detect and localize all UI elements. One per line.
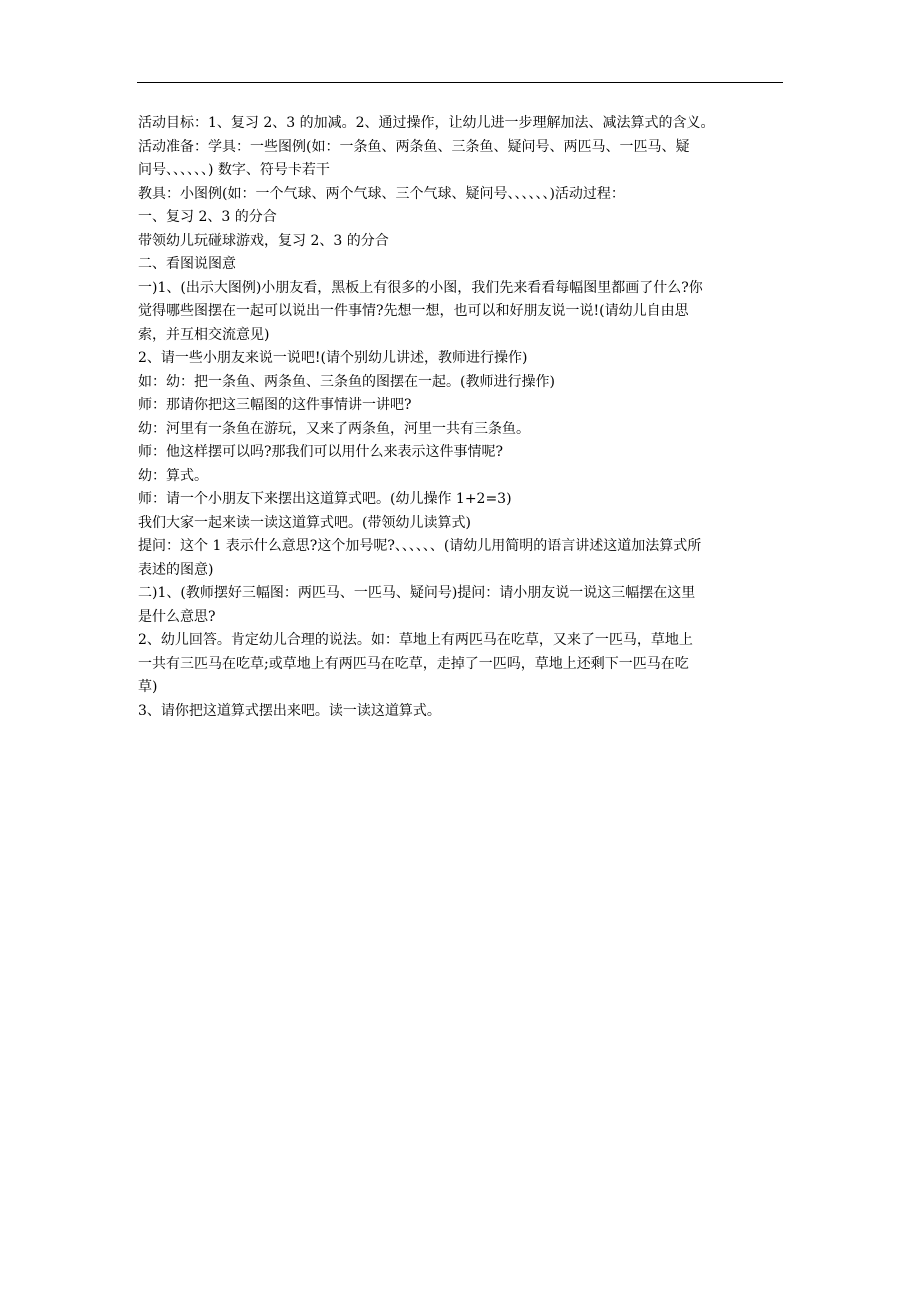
text-line: 活动目标：1、复习 2、3 的加减。2、通过操作，让幼儿进一步理解加法、减法算式的含义。: [138, 115, 715, 131]
section-heading: 二、看图说图意: [138, 256, 236, 272]
text-line: 2、请一些小朋友来说一说吧!(请个别幼儿讲述，教师进行操作): [138, 350, 528, 366]
text-line: 如：幼：把一条鱼、两条鱼、三条鱼的图摆在一起。(教师进行操作): [138, 373, 555, 390]
text-line: 带领幼儿玩碰球游戏，复习 2、3 的分合: [138, 232, 389, 249]
document-body: [138, 112, 790, 723]
text-line: 我们大家一起来读一读这道算式吧。(带领幼儿读算式): [138, 514, 471, 531]
text-line: 草): [138, 679, 158, 695]
text-line: 问号、、、、、、) 数字、符号卡若干: [138, 162, 330, 178]
text-line: 幼：算式。: [138, 467, 208, 484]
text-line: 师：那请你把这三幅图的这件事情讲一讲吧?: [138, 397, 412, 413]
text-line: 一共有三匹马在吃草;或草地上有两匹马在吃草，走掉了一匹吗，草地上还剩下一匹马在吃: [138, 655, 689, 672]
text-line: 一)1、(出示大图例)小朋友看，黑板上有很多的小图，我们先来看看每幅图里都画了什么?你: [138, 279, 703, 296]
text-line: 提问：这个 1 表示什么意思?这个加号呢?、、、、、、(请幼儿用简明的语言讲述这道加法算式所: [138, 538, 702, 554]
text-line: 二)1、(教师摆好三幅图：两匹马、一匹马、疑问号)提问：请小朋友说一说这三幅摆在这里: [138, 585, 696, 601]
section-heading: 一、复习 2、3 的分合: [138, 209, 277, 225]
text-line: 幼：河里有一条鱼在游玩，又来了两条鱼，河里一共有三条鱼。: [138, 420, 530, 437]
text-line: 是什么意思?: [138, 608, 216, 625]
text-line: 教具：小图例(如：一个气球、两个气球、三个气球、疑问号、、、、、、)活动过程：: [138, 185, 625, 202]
text-line: 表述的图意): [138, 561, 214, 578]
text-line: 2、幼儿回答。肯定幼儿合理的说法。如：草地上有两匹马在吃草，又来了一匹马，草地上: [138, 632, 693, 648]
text-line: 3、请你把这道算式摆出来吧。读一读这道算式。: [138, 702, 441, 719]
text-line: 觉得哪些图摆在一起可以说出一件事情?先想一想，也可以和好朋友说一说!(请幼儿自由思: [138, 303, 689, 319]
text-line: 师：请一个小朋友下来摆出这道算式吧。(幼儿操作 1+2=3): [138, 491, 512, 507]
text-line: 索，并互相交流意见): [138, 326, 270, 343]
text-line: 师：他这样摆可以吗?那我们可以用什么来表示这件事情呢?: [138, 444, 504, 460]
header-rule: [137, 82, 783, 83]
text-line: 活动准备：学具：一些图例(如：一条鱼、两条鱼、三条鱼、疑问号、两匹马、一匹马、疑: [138, 138, 690, 155]
